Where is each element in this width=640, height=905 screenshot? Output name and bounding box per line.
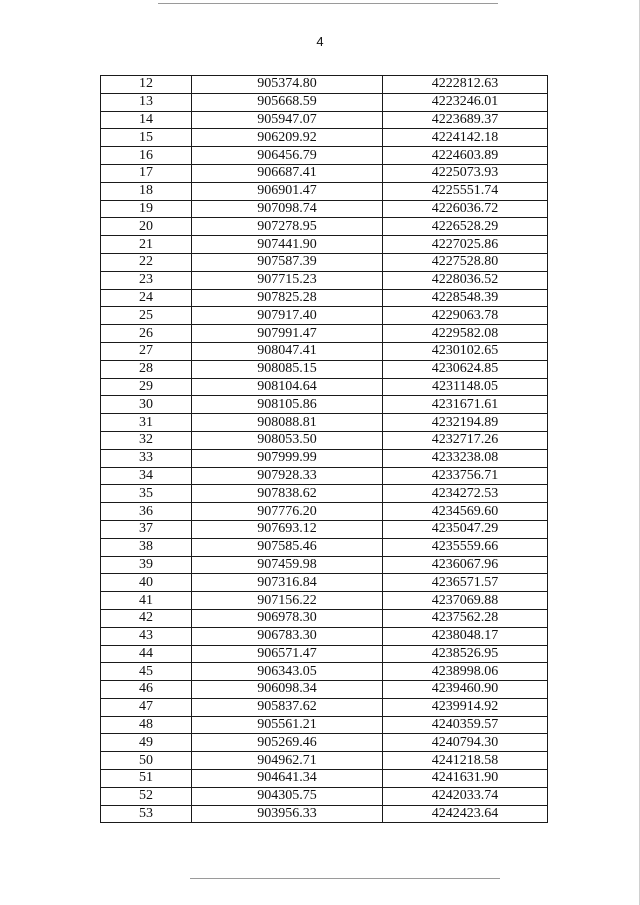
x-coordinate-cell: 906456.79 bbox=[192, 147, 383, 165]
x-coordinate-cell: 908085.15 bbox=[192, 360, 383, 378]
x-coordinate-cell: 904962.71 bbox=[192, 752, 383, 770]
table-row bbox=[101, 431, 548, 449]
x-coordinate-cell: 908053.50 bbox=[192, 431, 383, 449]
point-number-cell: 25 bbox=[101, 307, 192, 325]
point-number-cell: 52 bbox=[101, 787, 192, 805]
x-coordinate-cell: 903956.33 bbox=[192, 805, 383, 823]
point-number-cell: 26 bbox=[101, 325, 192, 343]
y-coordinate-cell: 4238048.17 bbox=[383, 627, 548, 645]
point-number-cell: 23 bbox=[101, 271, 192, 289]
y-coordinate-cell: 4238526.95 bbox=[383, 645, 548, 663]
y-coordinate-cell: 4229582.08 bbox=[383, 325, 548, 343]
point-number-cell: 32 bbox=[101, 431, 192, 449]
point-number-cell: 27 bbox=[101, 342, 192, 360]
y-coordinate-cell: 4234569.60 bbox=[383, 503, 548, 521]
x-coordinate-cell: 906687.41 bbox=[192, 164, 383, 182]
point-number-cell: 22 bbox=[101, 253, 192, 271]
point-number-cell: 18 bbox=[101, 182, 192, 200]
table-row bbox=[101, 164, 548, 182]
y-coordinate-cell: 4233238.08 bbox=[383, 449, 548, 467]
point-number-cell: 43 bbox=[101, 627, 192, 645]
table-row bbox=[101, 200, 548, 218]
table-row bbox=[101, 271, 548, 289]
table-row bbox=[101, 253, 548, 271]
point-number-cell: 24 bbox=[101, 289, 192, 307]
x-coordinate-cell: 904641.34 bbox=[192, 770, 383, 788]
point-number-cell: 39 bbox=[101, 556, 192, 574]
table-row bbox=[101, 182, 548, 200]
x-coordinate-cell: 905269.46 bbox=[192, 734, 383, 752]
y-coordinate-cell: 4226036.72 bbox=[383, 200, 548, 218]
y-coordinate-cell: 4240359.57 bbox=[383, 716, 548, 734]
table-row bbox=[101, 111, 548, 129]
x-coordinate-cell: 907278.95 bbox=[192, 218, 383, 236]
table-row bbox=[101, 325, 548, 343]
x-coordinate-cell: 906571.47 bbox=[192, 645, 383, 663]
x-coordinate-cell: 907587.39 bbox=[192, 253, 383, 271]
x-coordinate-cell: 906783.30 bbox=[192, 627, 383, 645]
y-coordinate-cell: 4242423.64 bbox=[383, 805, 548, 823]
table-row bbox=[101, 681, 548, 699]
y-coordinate-cell: 4230624.85 bbox=[383, 360, 548, 378]
table-row bbox=[101, 538, 548, 556]
point-number-cell: 29 bbox=[101, 378, 192, 396]
point-number-cell: 53 bbox=[101, 805, 192, 823]
y-coordinate-cell: 4232717.26 bbox=[383, 431, 548, 449]
y-coordinate-cell: 4228548.39 bbox=[383, 289, 548, 307]
table-row bbox=[101, 805, 548, 823]
table-row bbox=[101, 414, 548, 432]
y-coordinate-cell: 4238998.06 bbox=[383, 663, 548, 681]
x-coordinate-cell: 907585.46 bbox=[192, 538, 383, 556]
page-number: 4 bbox=[316, 34, 324, 49]
table-row bbox=[101, 787, 548, 805]
y-coordinate-cell: 4224142.18 bbox=[383, 129, 548, 147]
table-row bbox=[101, 698, 548, 716]
point-number-cell: 12 bbox=[101, 76, 192, 94]
y-coordinate-cell: 4229063.78 bbox=[383, 307, 548, 325]
y-coordinate-cell: 4242033.74 bbox=[383, 787, 548, 805]
x-coordinate-cell: 906343.05 bbox=[192, 663, 383, 681]
x-coordinate-cell: 905374.80 bbox=[192, 76, 383, 94]
point-number-cell: 16 bbox=[101, 147, 192, 165]
y-coordinate-cell: 4223246.01 bbox=[383, 93, 548, 111]
table-row bbox=[101, 129, 548, 147]
y-coordinate-cell: 4222812.63 bbox=[383, 76, 548, 94]
table-row bbox=[101, 307, 548, 325]
y-coordinate-cell: 4241631.90 bbox=[383, 770, 548, 788]
x-coordinate-cell: 908047.41 bbox=[192, 342, 383, 360]
x-coordinate-cell: 906098.34 bbox=[192, 681, 383, 699]
point-number-cell: 35 bbox=[101, 485, 192, 503]
y-coordinate-cell: 4224603.89 bbox=[383, 147, 548, 165]
y-coordinate-cell: 4228036.52 bbox=[383, 271, 548, 289]
x-coordinate-cell: 905668.59 bbox=[192, 93, 383, 111]
x-coordinate-cell: 907156.22 bbox=[192, 592, 383, 610]
point-number-cell: 13 bbox=[101, 93, 192, 111]
y-coordinate-cell: 4240794.30 bbox=[383, 734, 548, 752]
table-row bbox=[101, 378, 548, 396]
y-coordinate-cell: 4235047.29 bbox=[383, 520, 548, 538]
table-row bbox=[101, 93, 548, 111]
table-row bbox=[101, 556, 548, 574]
point-number-cell: 49 bbox=[101, 734, 192, 752]
table-row bbox=[101, 289, 548, 307]
x-coordinate-cell: 907316.84 bbox=[192, 574, 383, 592]
table-row bbox=[101, 147, 548, 165]
point-number-cell: 38 bbox=[101, 538, 192, 556]
x-coordinate-cell: 908088.81 bbox=[192, 414, 383, 432]
point-number-cell: 20 bbox=[101, 218, 192, 236]
y-coordinate-cell: 4237069.88 bbox=[383, 592, 548, 610]
point-number-cell: 44 bbox=[101, 645, 192, 663]
x-coordinate-cell: 907991.47 bbox=[192, 325, 383, 343]
table-row bbox=[101, 752, 548, 770]
table-row bbox=[101, 503, 548, 521]
x-coordinate-cell: 905837.62 bbox=[192, 698, 383, 716]
point-number-cell: 17 bbox=[101, 164, 192, 182]
table-row bbox=[101, 360, 548, 378]
point-number-cell: 19 bbox=[101, 200, 192, 218]
point-number-cell: 28 bbox=[101, 360, 192, 378]
x-coordinate-cell: 906901.47 bbox=[192, 182, 383, 200]
point-number-cell: 50 bbox=[101, 752, 192, 770]
x-coordinate-cell: 905561.21 bbox=[192, 716, 383, 734]
table-row bbox=[101, 485, 548, 503]
x-coordinate-cell: 908104.64 bbox=[192, 378, 383, 396]
coordinates-table-body bbox=[101, 76, 548, 823]
table-row bbox=[101, 574, 548, 592]
table-row bbox=[101, 76, 548, 94]
x-coordinate-cell: 907838.62 bbox=[192, 485, 383, 503]
table-row bbox=[101, 236, 548, 254]
point-number-cell: 40 bbox=[101, 574, 192, 592]
point-number-cell: 36 bbox=[101, 503, 192, 521]
point-number-cell: 14 bbox=[101, 111, 192, 129]
y-coordinate-cell: 4227528.80 bbox=[383, 253, 548, 271]
x-coordinate-cell: 905947.07 bbox=[192, 111, 383, 129]
top-scan-rule bbox=[158, 3, 498, 4]
point-number-cell: 42 bbox=[101, 609, 192, 627]
y-coordinate-cell: 4223689.37 bbox=[383, 111, 548, 129]
y-coordinate-cell: 4236571.57 bbox=[383, 574, 548, 592]
point-number-cell: 46 bbox=[101, 681, 192, 699]
x-coordinate-cell: 906978.30 bbox=[192, 609, 383, 627]
point-number-cell: 21 bbox=[101, 236, 192, 254]
point-number-cell: 45 bbox=[101, 663, 192, 681]
point-number-cell: 30 bbox=[101, 396, 192, 414]
y-coordinate-cell: 4234272.53 bbox=[383, 485, 548, 503]
point-number-cell: 33 bbox=[101, 449, 192, 467]
point-number-cell: 47 bbox=[101, 698, 192, 716]
table-row bbox=[101, 396, 548, 414]
y-coordinate-cell: 4237562.28 bbox=[383, 609, 548, 627]
x-coordinate-cell: 907776.20 bbox=[192, 503, 383, 521]
table-row bbox=[101, 609, 548, 627]
table-row bbox=[101, 734, 548, 752]
point-number-cell: 51 bbox=[101, 770, 192, 788]
point-number-cell: 41 bbox=[101, 592, 192, 610]
point-number-cell: 15 bbox=[101, 129, 192, 147]
x-coordinate-cell: 907459.98 bbox=[192, 556, 383, 574]
point-number-cell: 31 bbox=[101, 414, 192, 432]
table-row bbox=[101, 663, 548, 681]
table-row bbox=[101, 218, 548, 236]
y-coordinate-cell: 4231148.05 bbox=[383, 378, 548, 396]
x-coordinate-cell: 907098.74 bbox=[192, 200, 383, 218]
table-row bbox=[101, 342, 548, 360]
y-coordinate-cell: 4241218.58 bbox=[383, 752, 548, 770]
y-coordinate-cell: 4227025.86 bbox=[383, 236, 548, 254]
table-row bbox=[101, 520, 548, 538]
y-coordinate-cell: 4230102.65 bbox=[383, 342, 548, 360]
x-coordinate-cell: 907715.23 bbox=[192, 271, 383, 289]
coordinates-table bbox=[100, 75, 548, 823]
table-row bbox=[101, 449, 548, 467]
table-row bbox=[101, 645, 548, 663]
bottom-scan-rule bbox=[190, 878, 500, 879]
x-coordinate-cell: 907693.12 bbox=[192, 520, 383, 538]
y-coordinate-cell: 4225551.74 bbox=[383, 182, 548, 200]
point-number-cell: 37 bbox=[101, 520, 192, 538]
y-coordinate-cell: 4239460.90 bbox=[383, 681, 548, 699]
y-coordinate-cell: 4239914.92 bbox=[383, 698, 548, 716]
x-coordinate-cell: 907999.99 bbox=[192, 449, 383, 467]
point-number-cell: 48 bbox=[101, 716, 192, 734]
y-coordinate-cell: 4231671.61 bbox=[383, 396, 548, 414]
table-row bbox=[101, 467, 548, 485]
x-coordinate-cell: 908105.86 bbox=[192, 396, 383, 414]
y-coordinate-cell: 4233756.71 bbox=[383, 467, 548, 485]
y-coordinate-cell: 4235559.66 bbox=[383, 538, 548, 556]
table-row bbox=[101, 627, 548, 645]
y-coordinate-cell: 4232194.89 bbox=[383, 414, 548, 432]
x-coordinate-cell: 907825.28 bbox=[192, 289, 383, 307]
x-coordinate-cell: 907917.40 bbox=[192, 307, 383, 325]
x-coordinate-cell: 907441.90 bbox=[192, 236, 383, 254]
table-row bbox=[101, 592, 548, 610]
x-coordinate-cell: 906209.92 bbox=[192, 129, 383, 147]
point-number-cell: 34 bbox=[101, 467, 192, 485]
table-row bbox=[101, 716, 548, 734]
y-coordinate-cell: 4225073.93 bbox=[383, 164, 548, 182]
x-coordinate-cell: 907928.33 bbox=[192, 467, 383, 485]
y-coordinate-cell: 4226528.29 bbox=[383, 218, 548, 236]
table-row bbox=[101, 770, 548, 788]
y-coordinate-cell: 4236067.96 bbox=[383, 556, 548, 574]
x-coordinate-cell: 904305.75 bbox=[192, 787, 383, 805]
